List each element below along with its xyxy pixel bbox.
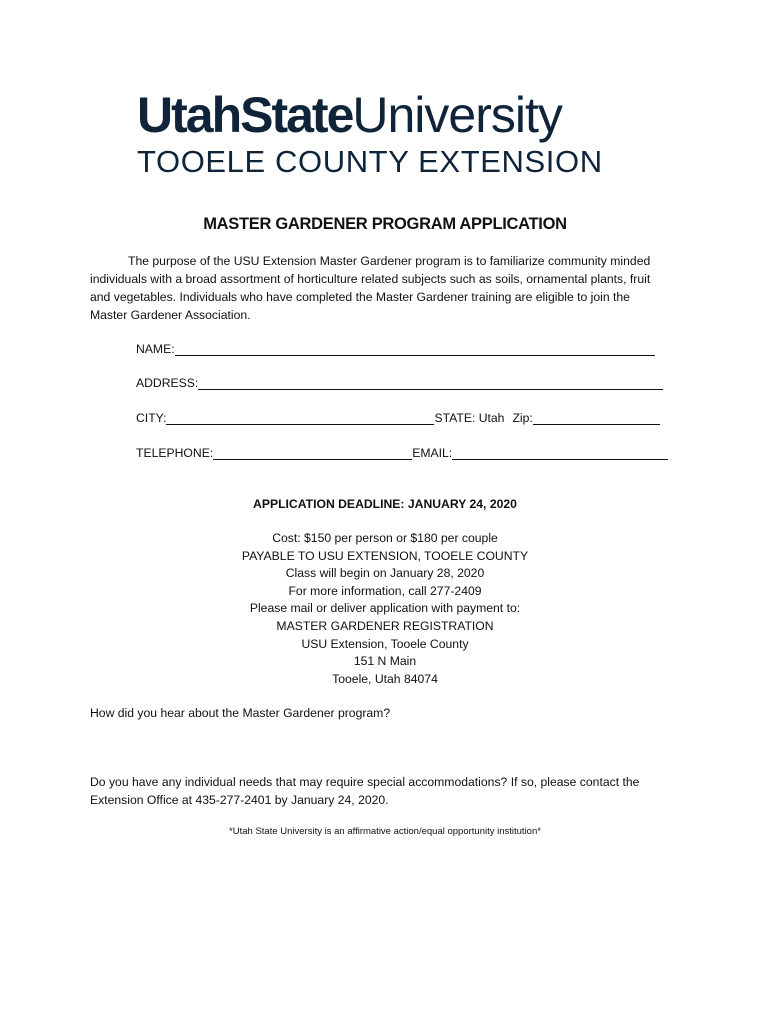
page-title: MASTER GARDENER PROGRAM APPLICATION	[203, 215, 567, 233]
address-field[interactable]	[198, 376, 663, 390]
state-label: STATE: Utah	[434, 411, 505, 425]
info-cost: Cost: $150 per person or $180 per couple	[272, 531, 498, 545]
address-field-row	[136, 375, 663, 391]
info-registration: MASTER GARDENER REGISTRATION	[276, 618, 494, 633]
city-state-zip-row	[136, 410, 660, 426]
university-logo	[137, 86, 562, 144]
payment-info-block	[0, 530, 770, 688]
name-field-row	[136, 341, 655, 357]
name-label: NAME:	[136, 342, 175, 356]
info-phone: For more information, call 277-2409	[288, 583, 482, 598]
address-label: ADDRESS:	[136, 376, 199, 390]
logo-university: University	[352, 87, 562, 143]
info-mail-instructions: Please mail or deliver application with payment to:	[249, 601, 521, 616]
info-payable: PAYABLE TO USU EXTENSION, TOOELE COUNTY	[241, 548, 529, 563]
email-label: EMAIL:	[412, 446, 453, 460]
info-class-start: Class will begin on January 28, 2020	[285, 566, 485, 581]
email-field[interactable]	[452, 446, 668, 460]
equal-opportunity-note: *Utah State University is an affirmative action/equal opportunity institution*	[229, 826, 541, 837]
intro-paragraph	[90, 252, 668, 324]
telephone-field[interactable]	[213, 446, 412, 460]
telephone-email-row	[136, 445, 668, 461]
telephone-label: TELEPHONE:	[136, 446, 214, 460]
info-office: USU Extension, Tooele County	[301, 636, 469, 651]
question-accommodations: Do you have any individual needs that may require special accommodations? If so, please contact the Extension Office at 435-277-2401 by January 24, 2020.	[90, 775, 640, 807]
intro-text: The purpose of the USU Extension Master Gardener program is to familiarize community minded individuals with a broad assortment of horticulture related subjects such as soils, ornamental plants, fruit and vegetables. Individuals who have completed the Master Gardener training are eligible to join the Master Gardener Association.	[90, 254, 651, 322]
question-hear-about: How did you hear about the Master Gardener program?	[90, 706, 391, 720]
logo-utahstate: UtahState	[137, 87, 353, 143]
info-street: 151 N Main	[353, 654, 417, 669]
zip-label: Zip:	[512, 411, 533, 425]
zip-field[interactable]	[533, 411, 660, 425]
info-city: Tooele, Utah 84074	[332, 671, 438, 686]
city-label: CITY:	[136, 411, 167, 425]
name-field[interactable]	[175, 342, 655, 356]
city-field[interactable]	[166, 411, 434, 425]
application-deadline: APPLICATION DEADLINE: JANUARY 24, 2020	[253, 497, 517, 511]
logo-extension-name: TOOELE COUNTY EXTENSION	[137, 144, 603, 179]
